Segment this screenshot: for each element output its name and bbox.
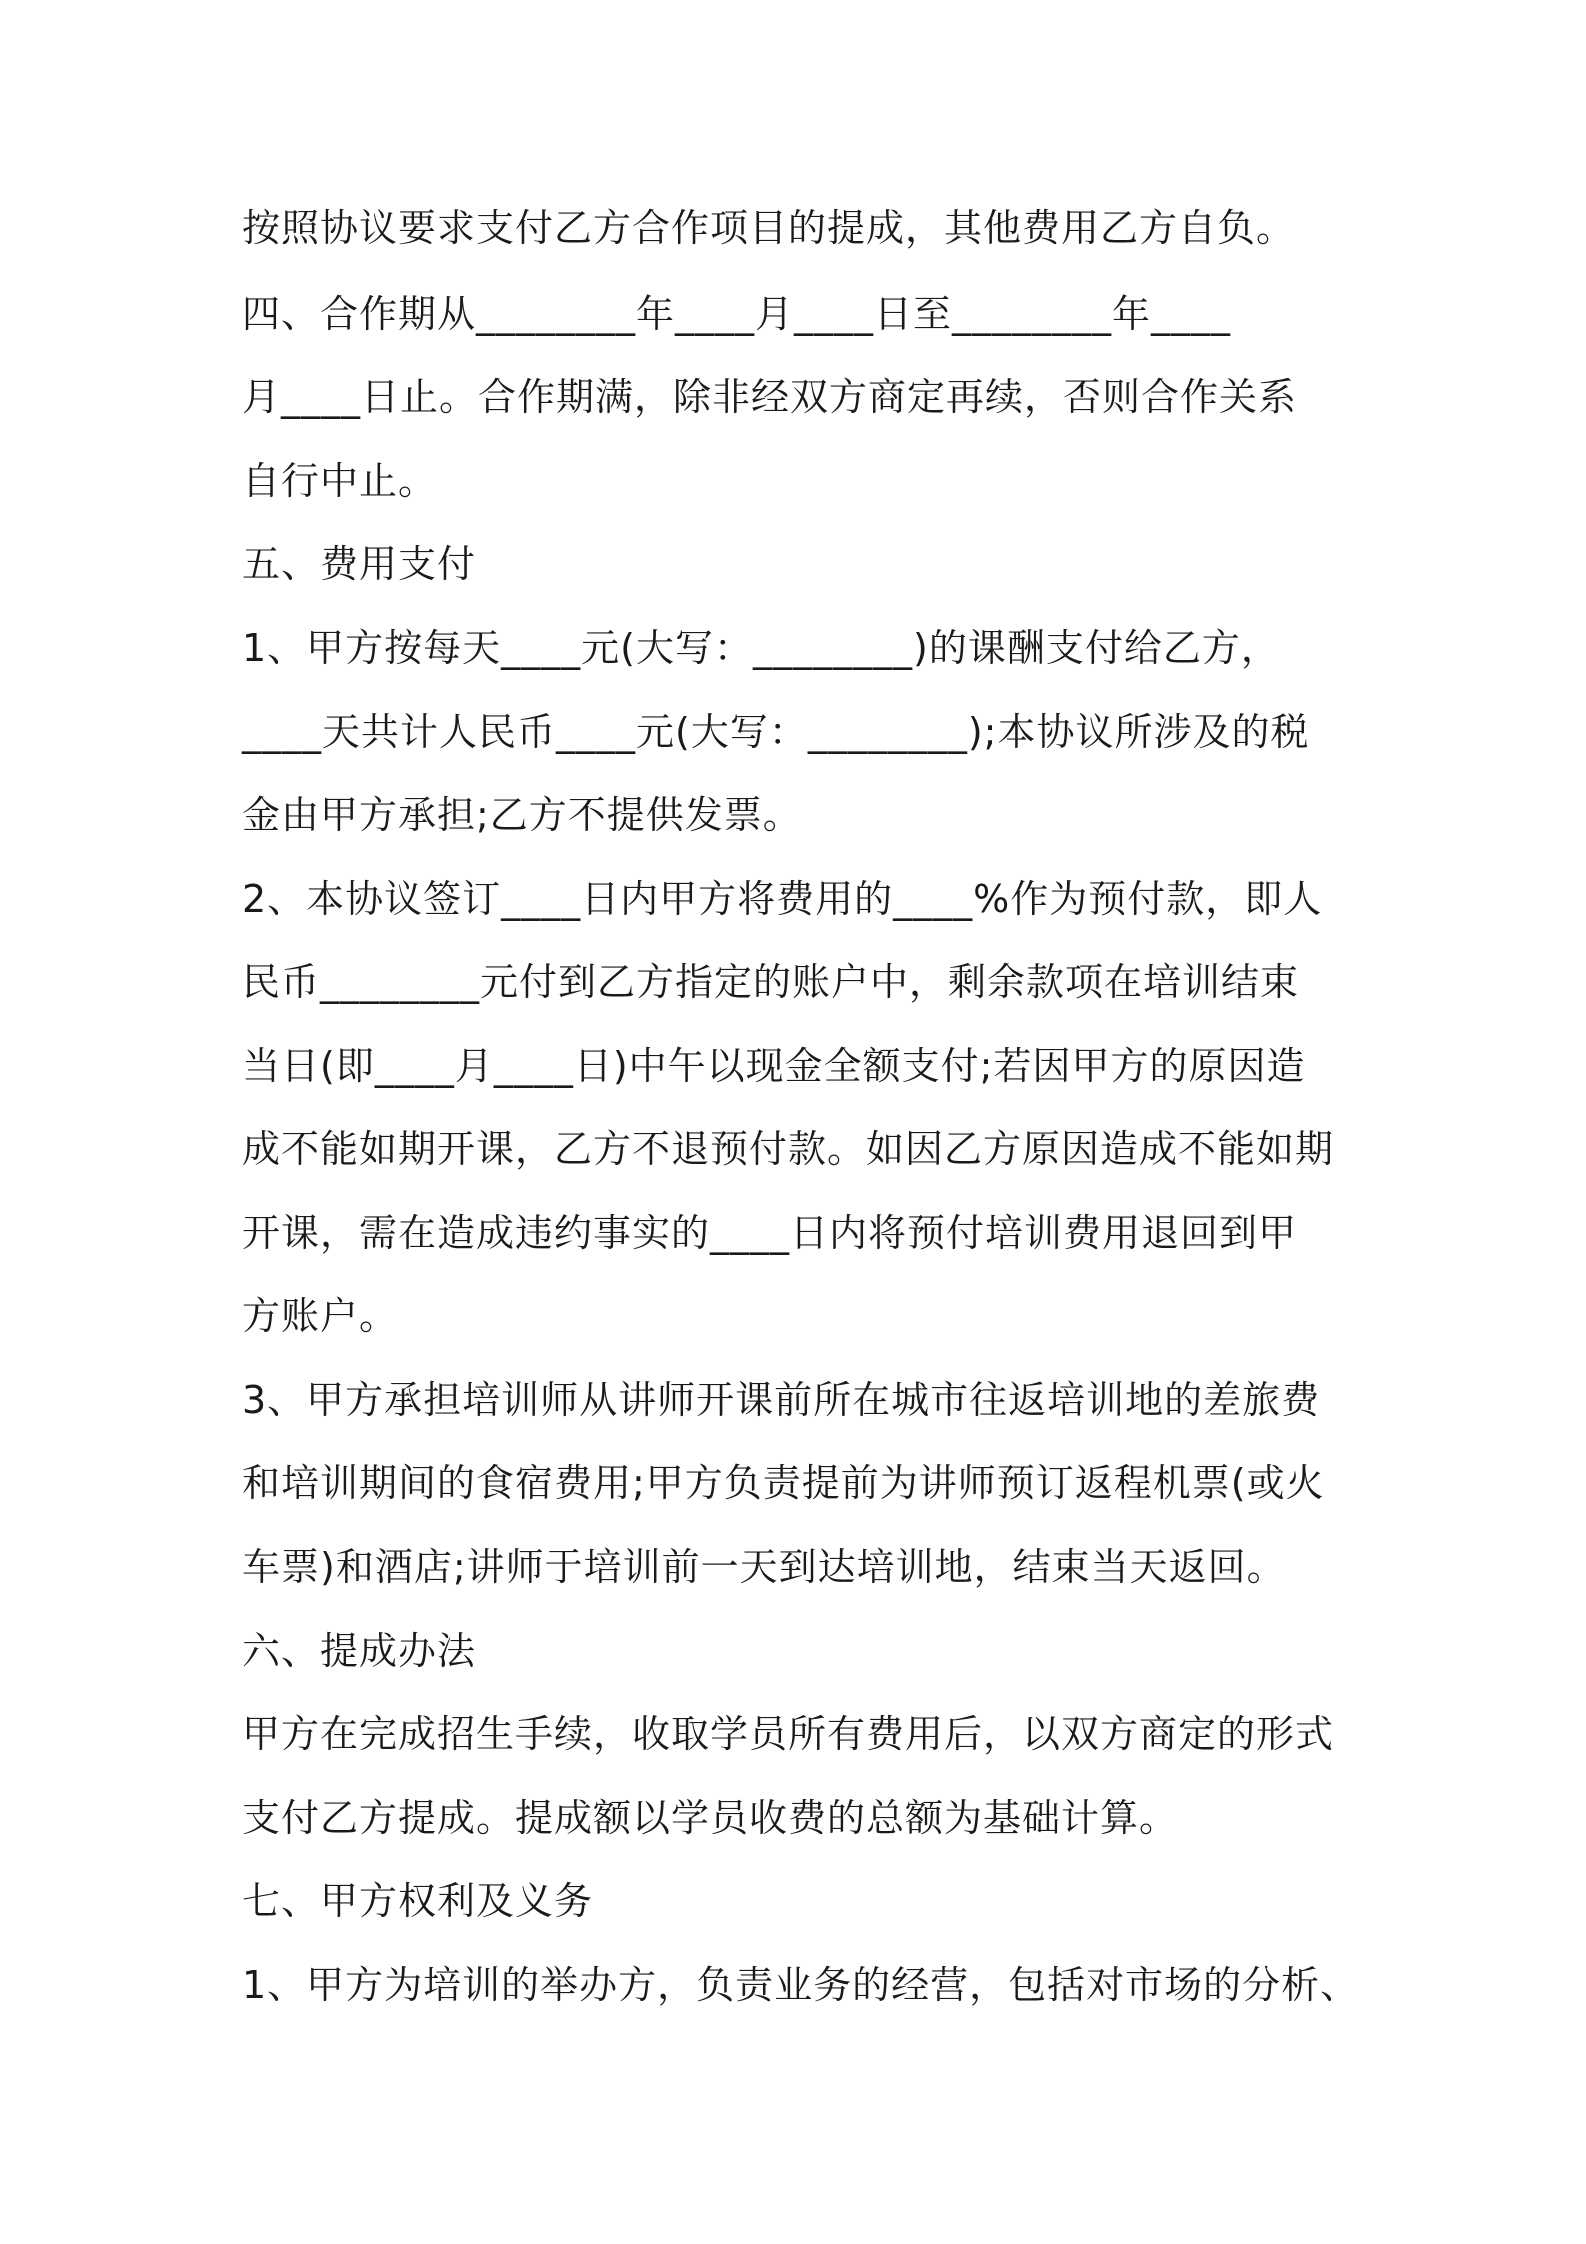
text-line: ____天共计人民币____元(大写：________);本协议所涉及的税 (242, 710, 1310, 754)
text-line: 月____日止。合作期满，除非经双方商定再续，否则合作关系 (242, 375, 1298, 419)
text-line: 当日(即____月____日)中午以现金全额支付;若因甲方的原因造 (242, 1044, 1306, 1088)
text-line: 甲方在完成招生手续，收取学员所有费用后，以双方商定的形式 (242, 1712, 1335, 1756)
text-line: 按照协议要求支付乙方合作项目的提成，其他费用乙方自负。 (242, 206, 1296, 250)
text-line: 2、本协议签订____日内甲方将费用的____%作为预付款，即人 (242, 877, 1323, 921)
text-line: 金由甲方承担;乙方不提供发票。 (242, 793, 802, 837)
text-line: 1、甲方为培训的举办方，负责业务的经营，包括对市场的分析、 (242, 1963, 1360, 2007)
text-line: 1、甲方按每天____元(大写：________)的课酬支付给乙方， (242, 626, 1280, 670)
text-line: 成不能如期开课，乙方不退预付款。如因乙方原因造成不能如期 (242, 1127, 1335, 1171)
section-heading: 七、甲方权利及义务 (242, 1879, 594, 1923)
section-heading: 五、费用支付 (242, 542, 477, 586)
text-line: 支付乙方提成。提成额以学员收费的总额为基础计算。 (242, 1796, 1179, 1840)
text-line: 开课，需在造成违约事实的____日内将预付培训费用退回到甲 (242, 1211, 1298, 1255)
text-line: 方账户。 (242, 1294, 399, 1338)
text-line: 自行中止。 (242, 459, 438, 503)
section-heading: 六、提成办法 (242, 1629, 477, 1673)
text-line: 四、合作期从________年____月____日至________年____ (242, 292, 1232, 336)
text-line: 3、甲方承担培训师从讲师开课前所在城市往返培训地的差旅费 (242, 1378, 1321, 1422)
text-line: 民币________元付到乙方指定的账户中，剩余款项在培训结束 (242, 960, 1300, 1004)
text-line: 车票)和酒店;讲师于培训前一天到达培训地，结束当天返回。 (242, 1545, 1286, 1589)
text-line: 和培训期间的食宿费用;甲方负责提前为讲师预订返程机票(或火 (242, 1461, 1325, 1505)
